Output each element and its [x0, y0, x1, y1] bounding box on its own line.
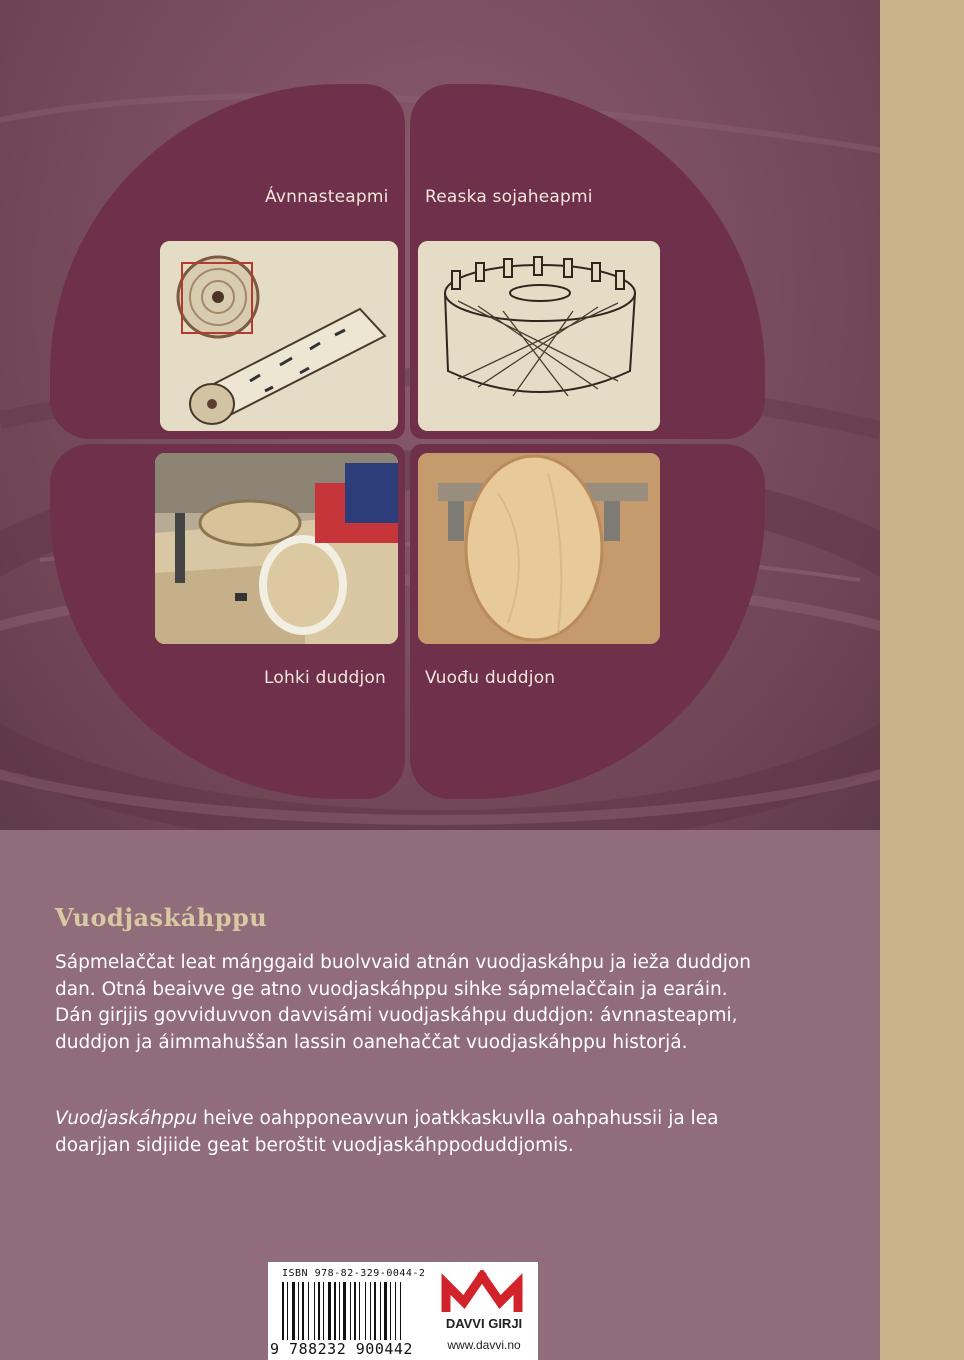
barcode-number: 9 788232 900442 [270, 1340, 413, 1358]
caption-bottom-right: Vuođu duddjon [425, 668, 556, 688]
barcode-panel [268, 1262, 538, 1360]
barcode-bar [400, 1282, 401, 1340]
caption-top-right: Reaska sojaheapmi [425, 187, 593, 207]
barcode-bars [282, 1282, 432, 1340]
image-oval-bottom-photo [418, 453, 660, 644]
barcode-bar [314, 1282, 315, 1340]
barcode-bar [380, 1282, 381, 1340]
barcode-bar [287, 1282, 288, 1340]
audience-paragraph [55, 1106, 755, 1159]
barcode-bar [339, 1282, 340, 1340]
spine-strip [880, 0, 964, 1360]
barcode-bar [292, 1282, 295, 1340]
barcode-bar [282, 1282, 284, 1340]
audience-text: heive oahpponeavvun joatkkaskuvlla oahpahussii ja lea doarjjan sidjiide geat beroštit vuodjaskáhppoduddjomis. [55, 1108, 719, 1156]
image-drum-box-sketch [418, 241, 660, 431]
book-title-italic: Vuodjaskáhppu [55, 1108, 198, 1129]
barcode-bar [365, 1282, 366, 1340]
book-title: Vuodjaskáhppu [55, 903, 268, 932]
image-birch-log-sketch [160, 241, 398, 431]
caption-top-left: Ávnnasteapmi [265, 187, 389, 207]
barcode-bar [302, 1282, 304, 1340]
barcode-bar [384, 1282, 387, 1340]
barcode-bar [334, 1282, 336, 1340]
image-workbench-photo [155, 453, 398, 644]
barcode-bar [298, 1282, 299, 1340]
caption-bottom-left: Lohki duddjon [264, 668, 386, 688]
publisher-url: www.davvi.no [447, 1338, 521, 1352]
barcode-bar [390, 1282, 391, 1340]
publisher-name: DAVVI GIRJI [445, 1316, 523, 1331]
barcode-bar [370, 1282, 371, 1340]
barcode-bar [350, 1282, 351, 1340]
barcode-bar [374, 1282, 376, 1340]
barcode-bar [328, 1282, 331, 1340]
barcode-bar [323, 1282, 324, 1340]
barcode-bar [354, 1282, 356, 1340]
publisher-logo [436, 1270, 532, 1358]
barcode-bar [318, 1282, 320, 1340]
barcode-bar [359, 1282, 360, 1340]
barcode-bar [343, 1282, 346, 1340]
description-paragraph: Sápmelaččat leat máŋggaid buolvvaid atnán vuodjaskáhpu ja ieža duddjon dan. Otná beaivve ge atno vuodjaskáhppu sihke sápmelaččain ja earáin. Dán girjjis govviduvvon davvisámi vuodjaskáhpu duddjon: ávnnasteapmi, duddjon ja áimmahuššan lassin oanehaččat vuodjaskáhppu historjá. [55, 952, 751, 1053]
barcode-bar [395, 1282, 396, 1340]
isbn-label: ISBN 978-82-329-0044-2 [282, 1268, 426, 1279]
davvi-girji-logo-icon [436, 1270, 532, 1314]
barcode-bar [308, 1282, 309, 1340]
